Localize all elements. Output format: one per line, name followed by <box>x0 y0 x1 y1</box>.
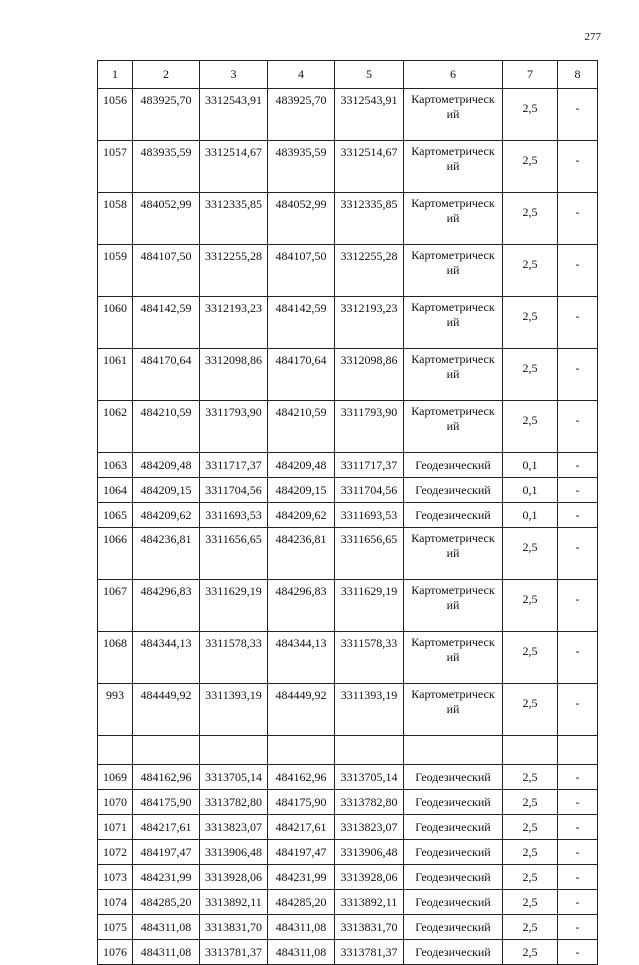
method-text: Картометрическ <box>411 144 495 158</box>
method-cell <box>404 815 503 840</box>
method-text: Картометрическ <box>411 196 495 210</box>
method-text-continuation: ий <box>446 702 460 716</box>
table-row <box>98 632 598 684</box>
accuracy-cell: 2,5 <box>503 840 558 865</box>
accuracy-cell: 0,1 <box>503 503 558 528</box>
y-old-cell: 3311578,33 <box>200 632 268 684</box>
x-new-cell: 484142,59 <box>268 297 335 349</box>
method-text: Картометрическ <box>411 352 495 366</box>
page-number: 277 <box>584 31 601 43</box>
method-cell <box>404 736 503 765</box>
y-old-cell: 3312098,86 <box>200 349 268 401</box>
y-old-cell: 3312193,23 <box>200 297 268 349</box>
x-new-cell: 484209,62 <box>268 503 335 528</box>
column-header: 5 <box>335 61 404 89</box>
method-text: Геодезический <box>415 869 491 884</box>
table-row <box>98 790 598 815</box>
method-cell <box>404 349 503 401</box>
note-cell: - <box>558 840 598 865</box>
x-new-cell: 484311,08 <box>268 940 335 965</box>
point-id-cell: 1071 <box>98 815 133 840</box>
accuracy-cell: 2,5 <box>503 580 558 632</box>
point-id-cell: 1070 <box>98 790 133 815</box>
method-cell <box>404 684 503 736</box>
point-id-cell: 1060 <box>98 297 133 349</box>
x-new-cell: 484285,20 <box>268 890 335 915</box>
accuracy-cell: 2,5 <box>503 940 558 965</box>
point-id-cell: 993 <box>98 684 133 736</box>
accuracy-cell: 2,5 <box>503 815 558 840</box>
method-text: Геодезический <box>415 894 491 909</box>
point-id-cell: 1064 <box>98 478 133 503</box>
note-cell: - <box>558 632 598 684</box>
note-cell: - <box>558 684 598 736</box>
table-row <box>98 865 598 890</box>
table-row <box>98 940 598 965</box>
column-header: 6 <box>404 61 503 89</box>
note-cell: - <box>558 401 598 453</box>
point-id-cell: 1067 <box>98 580 133 632</box>
point-id-cell: 1073 <box>98 865 133 890</box>
x-new-cell: 484107,50 <box>268 245 335 297</box>
accuracy-cell: 2,5 <box>503 245 558 297</box>
note-cell: - <box>558 915 598 940</box>
method-text: Геодезический <box>415 919 491 934</box>
note-cell: - <box>558 478 598 503</box>
point-id-cell: 1061 <box>98 349 133 401</box>
method-text: Картометрическ <box>411 92 495 106</box>
point-id-cell: 1057 <box>98 141 133 193</box>
y-old-cell: 3311656,65 <box>200 528 268 580</box>
y-old-cell: 3312543,91 <box>200 89 268 141</box>
y-new-cell: 3313928,06 <box>335 865 404 890</box>
table-row <box>98 245 598 297</box>
method-text: Геодезический <box>415 794 491 809</box>
method-text-continuation: ий <box>446 650 460 664</box>
x-new-cell: 484052,99 <box>268 193 335 245</box>
x-old-cell: 483925,70 <box>133 89 200 141</box>
column-header: 2 <box>133 61 200 89</box>
y-new-cell: 3312543,91 <box>335 89 404 141</box>
accuracy-cell: 2,5 <box>503 915 558 940</box>
point-id-cell: 1068 <box>98 632 133 684</box>
y-old-cell: 3313906,48 <box>200 840 268 865</box>
x-old-cell: 484449,92 <box>133 684 200 736</box>
x-old-cell: 484197,47 <box>133 840 200 865</box>
method-text-continuation: ий <box>446 211 460 225</box>
accuracy-cell: 2,5 <box>503 865 558 890</box>
y-old-cell: 3311693,53 <box>200 503 268 528</box>
point-id-cell: 1065 <box>98 503 133 528</box>
x-old-cell <box>133 736 200 765</box>
y-old-cell: 3311793,90 <box>200 401 268 453</box>
x-old-cell: 484236,81 <box>133 528 200 580</box>
method-cell <box>404 478 503 503</box>
table-body <box>98 89 598 965</box>
point-id-cell: 1074 <box>98 890 133 915</box>
accuracy-cell: 2,5 <box>503 401 558 453</box>
note-cell: - <box>558 245 598 297</box>
accuracy-cell: 2,5 <box>503 765 558 790</box>
y-new-cell: 3313906,48 <box>335 840 404 865</box>
method-text-continuation: ий <box>446 263 460 277</box>
method-text-continuation: ий <box>446 107 460 121</box>
x-new-cell: 484162,96 <box>268 765 335 790</box>
method-text-continuation: ий <box>446 419 460 433</box>
accuracy-cell: 2,5 <box>503 790 558 815</box>
point-id-cell: 1076 <box>98 940 133 965</box>
accuracy-cell: 2,5 <box>503 349 558 401</box>
note-cell: - <box>558 528 598 580</box>
point-id-cell: 1072 <box>98 840 133 865</box>
point-id-cell: 1063 <box>98 453 133 478</box>
note-cell: - <box>558 865 598 890</box>
point-id-cell: 1066 <box>98 528 133 580</box>
x-new-cell: 484296,83 <box>268 580 335 632</box>
accuracy-cell: 2,5 <box>503 141 558 193</box>
x-new-cell: 484311,08 <box>268 915 335 940</box>
x-old-cell: 484344,13 <box>133 632 200 684</box>
method-cell <box>404 453 503 478</box>
table-row <box>98 815 598 840</box>
y-new-cell: 3313823,07 <box>335 815 404 840</box>
note-cell: - <box>558 297 598 349</box>
y-new-cell: 3312335,85 <box>335 193 404 245</box>
method-text: Геодезический <box>415 844 491 859</box>
table-row <box>98 297 598 349</box>
method-cell <box>404 580 503 632</box>
method-cell <box>404 193 503 245</box>
y-new-cell: 3311629,19 <box>335 580 404 632</box>
method-cell <box>404 503 503 528</box>
y-new-cell: 3311578,33 <box>335 632 404 684</box>
note-cell: - <box>558 765 598 790</box>
y-old-cell: 3311717,37 <box>200 453 268 478</box>
y-old-cell: 3313928,06 <box>200 865 268 890</box>
x-old-cell: 484170,64 <box>133 349 200 401</box>
method-cell <box>404 790 503 815</box>
accuracy-cell: 2,5 <box>503 684 558 736</box>
x-old-cell: 484209,48 <box>133 453 200 478</box>
x-new-cell: 484209,48 <box>268 453 335 478</box>
x-old-cell: 484311,08 <box>133 940 200 965</box>
y-new-cell: 3312514,67 <box>335 141 404 193</box>
table-row <box>98 736 598 765</box>
method-cell <box>404 765 503 790</box>
accuracy-cell: 2,5 <box>503 193 558 245</box>
x-new-cell: 484210,59 <box>268 401 335 453</box>
x-new-cell: 483925,70 <box>268 89 335 141</box>
method-text-continuation: ий <box>446 159 460 173</box>
note-cell: - <box>558 580 598 632</box>
table-row <box>98 840 598 865</box>
x-new-cell: 484217,61 <box>268 815 335 840</box>
method-text: Геодезический <box>415 507 491 522</box>
x-old-cell: 484217,61 <box>133 815 200 840</box>
table-row <box>98 503 598 528</box>
y-old-cell: 3313831,70 <box>200 915 268 940</box>
accuracy-cell: 2,5 <box>503 89 558 141</box>
table-row <box>98 580 598 632</box>
column-header: 1 <box>98 61 133 89</box>
x-old-cell: 484107,50 <box>133 245 200 297</box>
method-cell <box>404 297 503 349</box>
table-row <box>98 193 598 245</box>
note-cell: - <box>558 503 598 528</box>
table-row <box>98 765 598 790</box>
x-new-cell: 484197,47 <box>268 840 335 865</box>
method-text-continuation: ий <box>446 546 460 560</box>
y-new-cell: 3313892,11 <box>335 890 404 915</box>
note-cell: - <box>558 349 598 401</box>
x-old-cell: 484162,96 <box>133 765 200 790</box>
y-new-cell: 3312193,23 <box>335 297 404 349</box>
method-text-continuation: ий <box>446 315 460 329</box>
method-text: Геодезический <box>415 482 491 497</box>
note-cell: - <box>558 141 598 193</box>
y-new-cell: 3311717,37 <box>335 453 404 478</box>
method-text: Геодезический <box>415 819 491 834</box>
accuracy-cell: 2,5 <box>503 890 558 915</box>
y-old-cell: 3311629,19 <box>200 580 268 632</box>
y-new-cell: 3311393,19 <box>335 684 404 736</box>
y-old-cell: 3311704,56 <box>200 478 268 503</box>
note-cell: - <box>558 815 598 840</box>
accuracy-cell: 2,5 <box>503 528 558 580</box>
y-new-cell: 3312098,86 <box>335 349 404 401</box>
table-row <box>98 478 598 503</box>
y-new-cell: 3311693,53 <box>335 503 404 528</box>
y-old-cell: 3311393,19 <box>200 684 268 736</box>
column-header: 4 <box>268 61 335 89</box>
x-new-cell: 484170,64 <box>268 349 335 401</box>
method-text: Геодезический <box>415 944 491 959</box>
method-text: Геодезический <box>415 769 491 784</box>
method-text: Картометрическ <box>411 583 495 597</box>
method-cell <box>404 915 503 940</box>
method-text-continuation: ий <box>446 367 460 381</box>
y-new-cell: 3311793,90 <box>335 401 404 453</box>
x-old-cell: 483935,59 <box>133 141 200 193</box>
method-cell <box>404 840 503 865</box>
note-cell: - <box>558 193 598 245</box>
x-new-cell: 484344,13 <box>268 632 335 684</box>
note-cell: - <box>558 790 598 815</box>
y-old-cell: 3313892,11 <box>200 890 268 915</box>
table-row <box>98 401 598 453</box>
column-header: 3 <box>200 61 268 89</box>
y-new-cell: 3313705,14 <box>335 765 404 790</box>
y-new-cell: 3311704,56 <box>335 478 404 503</box>
x-old-cell: 484142,59 <box>133 297 200 349</box>
method-text: Картометрическ <box>411 404 495 418</box>
column-header: 7 <box>503 61 558 89</box>
y-old-cell: 3313782,80 <box>200 790 268 815</box>
accuracy-cell: 0,1 <box>503 478 558 503</box>
method-cell <box>404 245 503 297</box>
y-new-cell: 3311656,65 <box>335 528 404 580</box>
table-row <box>98 141 598 193</box>
y-old-cell: 3312255,28 <box>200 245 268 297</box>
table-row <box>98 890 598 915</box>
x-old-cell: 484296,83 <box>133 580 200 632</box>
note-cell: - <box>558 89 598 141</box>
method-cell <box>404 89 503 141</box>
y-new-cell <box>335 736 404 765</box>
y-old-cell <box>200 736 268 765</box>
x-new-cell: 484209,15 <box>268 478 335 503</box>
accuracy-cell: 0,1 <box>503 453 558 478</box>
method-text: Картометрическ <box>411 687 495 701</box>
x-old-cell: 484209,15 <box>133 478 200 503</box>
table-row <box>98 89 598 141</box>
x-new-cell: 483935,59 <box>268 141 335 193</box>
point-id-cell: 1062 <box>98 401 133 453</box>
x-old-cell: 484231,99 <box>133 865 200 890</box>
point-id-cell: 1056 <box>98 89 133 141</box>
method-text: Картометрическ <box>411 531 495 545</box>
method-cell <box>404 401 503 453</box>
y-old-cell: 3312514,67 <box>200 141 268 193</box>
note-cell: - <box>558 890 598 915</box>
table-header-row <box>98 61 598 89</box>
x-old-cell: 484052,99 <box>133 193 200 245</box>
method-cell <box>404 890 503 915</box>
x-new-cell: 484236,81 <box>268 528 335 580</box>
note-cell: - <box>558 453 598 478</box>
x-new-cell: 484175,90 <box>268 790 335 815</box>
y-old-cell: 3313781,37 <box>200 940 268 965</box>
accuracy-cell: 2,5 <box>503 297 558 349</box>
coordinates-table <box>97 60 598 965</box>
x-new-cell: 484231,99 <box>268 865 335 890</box>
method-cell <box>404 632 503 684</box>
y-new-cell: 3313831,70 <box>335 915 404 940</box>
method-text: Картометрическ <box>411 248 495 262</box>
point-id-cell: 1058 <box>98 193 133 245</box>
y-new-cell: 3313781,37 <box>335 940 404 965</box>
y-old-cell: 3313823,07 <box>200 815 268 840</box>
method-text-continuation: ий <box>446 598 460 612</box>
table-row <box>98 349 598 401</box>
y-new-cell: 3312255,28 <box>335 245 404 297</box>
x-new-cell: 484449,92 <box>268 684 335 736</box>
y-new-cell: 3313782,80 <box>335 790 404 815</box>
point-id-cell <box>98 736 133 765</box>
accuracy-cell <box>503 736 558 765</box>
method-cell <box>404 528 503 580</box>
x-old-cell: 484311,08 <box>133 915 200 940</box>
x-old-cell: 484210,59 <box>133 401 200 453</box>
method-text: Геодезический <box>415 457 491 472</box>
table-row <box>98 915 598 940</box>
table-row <box>98 453 598 478</box>
accuracy-cell: 2,5 <box>503 632 558 684</box>
method-text: Картометрическ <box>411 635 495 649</box>
column-header: 8 <box>558 61 598 89</box>
point-id-cell: 1059 <box>98 245 133 297</box>
method-text: Картометрическ <box>411 300 495 314</box>
table-row <box>98 684 598 736</box>
method-cell <box>404 141 503 193</box>
table-row <box>98 528 598 580</box>
method-cell <box>404 865 503 890</box>
point-id-cell: 1069 <box>98 765 133 790</box>
note-cell <box>558 736 598 765</box>
x-old-cell: 484285,20 <box>133 890 200 915</box>
x-new-cell <box>268 736 335 765</box>
y-old-cell: 3312335,85 <box>200 193 268 245</box>
x-old-cell: 484209,62 <box>133 503 200 528</box>
y-old-cell: 3313705,14 <box>200 765 268 790</box>
method-cell <box>404 940 503 965</box>
note-cell: - <box>558 940 598 965</box>
x-old-cell: 484175,90 <box>133 790 200 815</box>
point-id-cell: 1075 <box>98 915 133 940</box>
